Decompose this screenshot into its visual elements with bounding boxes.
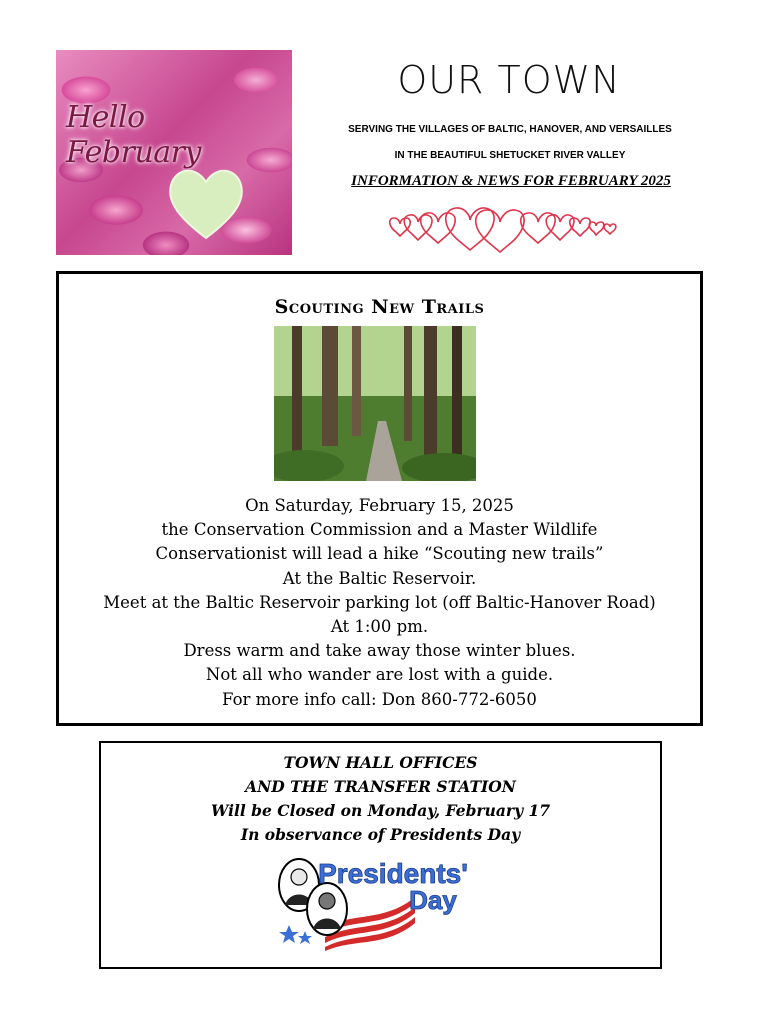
event-line: For more info call: Don 860-772-6050: [222, 689, 537, 709]
event-line: Conservationist will lead a hike “Scouting new trails”: [155, 544, 604, 564]
event-line: At 1:00 pm.: [330, 617, 429, 637]
serving-villages-line: SERVING THE VILLAGES OF BALTIC, HANOVER, AND VERSAILLES: [348, 124, 672, 135]
heart-icon: [164, 162, 248, 242]
hello-february-caption: Hello February: [66, 100, 201, 170]
event-line: Dress warm and take away those winter blues.: [183, 641, 576, 661]
newsletter-title: OUR TOWN: [397, 58, 621, 102]
presidents-graphic-text: Presidents': [318, 858, 468, 889]
event-line: Meet at the Baltic Reservoir parking lot (off Baltic-Hanover Road): [103, 592, 656, 612]
closure-line: In observance of Presidents Day: [240, 825, 521, 844]
event-box: [56, 271, 703, 726]
closure-line: AND THE TRANSFER STATION: [245, 777, 516, 796]
event-line: the Conservation Commission and a Master Wildlife: [161, 520, 598, 540]
star-icon: [279, 925, 299, 943]
hearts-divider-icon: [384, 202, 626, 262]
hello-february-image: [56, 50, 292, 255]
star-icon: [298, 931, 312, 944]
closure-line: Will be Closed on Monday, February 17: [210, 801, 551, 820]
event-title: Scouting New Trails: [274, 296, 485, 318]
closure-notice: [101, 751, 660, 847]
event-line: At the Baltic Reservoir.: [282, 568, 477, 588]
presidents-day-graphic: [275, 855, 475, 951]
day-graphic-text: Day: [409, 885, 457, 915]
event-line: Not all who wander are lost with a guide.: [205, 665, 554, 685]
event-details: [59, 494, 700, 712]
river-valley-line: IN THE BEAUTIFUL SHETUCKET RIVER VALLEY: [394, 150, 626, 161]
closure-notice-box: [99, 741, 662, 969]
event-line: On Saturday, February 15, 2025: [245, 496, 514, 515]
forest-trail-photo: [274, 326, 476, 481]
issue-heading: INFORMATION & NEWS FOR FEBRUARY 2025: [351, 173, 671, 189]
closure-line: TOWN HALL OFFICES: [283, 753, 478, 772]
